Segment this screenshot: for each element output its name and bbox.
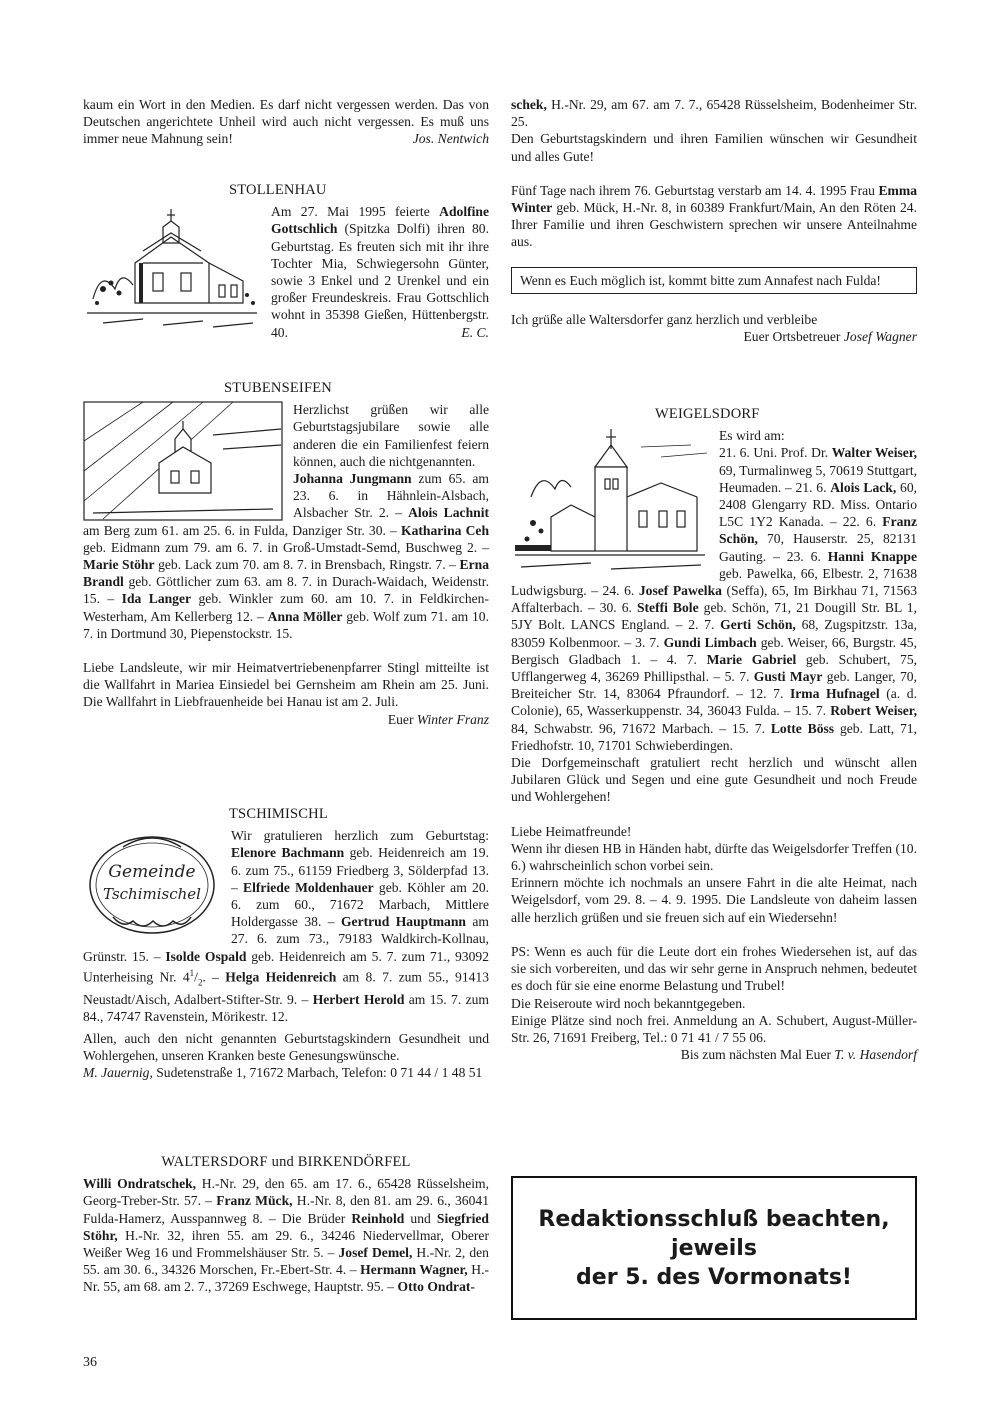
tschimischl-text-4: geb. Heidenreich am 5. 7. zum 71., 93092 Unterheising Nr. 4 [83, 948, 489, 985]
weigelsdorf-text-3: 70, Hauserstr. 25, 82131 Gauting. – 23. 6. [719, 531, 917, 564]
wallfahrt-text: Liebe Landsleute, wir mir Heimatvertriebenenpfarrer Stingl mitteilte ist die Wallfahrt in Mariea Einsiedel bei Gernsheim am Rhein am 25. Juni. Die Wallfahrt in Liebfrauenheide bei Hanau ist am 2. Juli. [83, 660, 489, 710]
hasendorf-prefix: Bis zum nächsten Mal Euer [680, 1047, 835, 1063]
cont-text: H.-Nr. 29, am 67. am 7. 7., 65428 Rüsselsheim, Bodenheimer Str. 25. [511, 97, 917, 130]
weigelsdorf-heading: WEIGELSDORF [655, 406, 760, 422]
stubenseifen-text-1: zum 65. am 23. 6. in Hähnlein-Alsbach, Alsbacher Str. 2. – [293, 471, 489, 521]
stubenseifen-name-7: Anna Möller [267, 608, 343, 624]
tschimischl-name-4: Isolde Ospald [165, 948, 247, 964]
weigelsdorf-name-3: Franz Schön, [719, 514, 917, 547]
wallfahrt-signature: Winter Franz [416, 711, 489, 727]
tschimischl-heading: TSCHIMISCHL [229, 806, 328, 822]
hasendorf-signature: T. v. Hasendorf [834, 1047, 917, 1063]
waltersdorf-text-6: H.-Nr. 55, am 68. am 2. 7., 37269 Eschwege, Hauptstr. 95. – [83, 1262, 489, 1295]
ortsbetreuer-prefix: Euer Ortsbetreuer [743, 329, 844, 345]
tschimischl-text-1: geb. Heidenreich am 19. 6. zum 75., 61159 Friedberg 3, Sölderpfad 13. – [231, 845, 489, 895]
tschimischl-closing: Allen, auch den nicht genannten Geburtstagskindern Gesundheit und Wohlergehen, unseren Kranken beste Genesungswünsche. [83, 1030, 489, 1063]
weigelsdorf-text-6: geb. Schön, 71, 21 Dougill Str. BL 1, 5JY Bolt. LANCS England. – 2. 7. [511, 600, 917, 633]
death-text-1: Fünf Tage nach ihrem 76. Geburtstag verstarb am 14. 4. 1995 Frau [511, 182, 879, 198]
deadline-banner [511, 1176, 917, 1320]
tschimischl-name-6: Herbert Herold [312, 992, 405, 1008]
waltersdorf-name-5: Josef Demel, [338, 1245, 413, 1261]
greeting: Ich grüße alle Waltersdorfer ganz herzlich und verbleibe [511, 311, 818, 327]
weigelsdorf-route: Die Reiseroute wird noch bekanntgegeben. [511, 995, 746, 1011]
banner-line-2: jeweils [671, 1235, 757, 1261]
waltersdorf-name-3: Reinhold [351, 1210, 405, 1226]
weigelsdorf-text-9: geb. Schubert, 75, Ufflangerweg 4, 36269 Phillipsthal. – 5. 7. [511, 651, 918, 685]
tschimischl-text-5: am 8. 7. zum 55., 91413 Neustadt/Aisch, Adalbert-Stifter-Str. 9. – [83, 969, 490, 1008]
stollenhau-name: Adolfine Gottschlich [271, 204, 489, 237]
weigelsdorf-paragraph-2: Erinnern möchte ich nochmals an unsere Fahrt in die alte Heimat, nach Weigelsdorf, vom 29. 8. – 4. 9. 1995. Die Landsleute von daheim lassen alle herzlich grüßen und sie freuen sich auf ein Wiedersehn! [511, 875, 917, 925]
stubenseifen-name-4: Marie Stöhr [83, 557, 155, 573]
tschimischl-text-4b: . – [202, 969, 226, 985]
annafest-box [511, 267, 917, 294]
intro-section [83, 96, 489, 148]
cont-wish: Den Geburtstagskindern und ihren Familien wünschen wir Gesundheit und alles Gute! [511, 131, 917, 164]
weigelsdorf-name-7: Gerti Schön, [720, 617, 796, 633]
waltersdorf-section [83, 1154, 489, 1296]
tschimischl-text-2: geb. Köhler am 20. 6. zum 60., 71672 Marbach, Mittlere Holdergasse 38. – [231, 879, 490, 930]
intro-text: kaum ein Wort in den Medien. Es darf nicht vergessen werden. Das von Deutschen angerichtete Unheil wird auch nicht vergessen. Es muß uns immer neue Mahnung sein! [83, 97, 489, 147]
weigelsdorf-name-4: Hanni Knappe [827, 548, 917, 564]
annafest-text: Wenn es Euch möglich ist, kommt bitte zum Annafest nach Fulda! [520, 272, 881, 288]
cont-name: schek, [511, 97, 547, 112]
stubenseifen-text-2: am Berg zum 61. am 25. 6. in Fulda, Danziger Str. 30. – [83, 522, 402, 538]
weigelsdorf-name-8: Gundi Limbach [663, 634, 757, 650]
fraction-denominator: 2 [197, 977, 203, 988]
banner-line-3: der 5. des Vormonats! [576, 1264, 852, 1290]
stubenseifen-text-5: geb. Göttlicher zum 63. am 8. 7. in Durach-Waidach, Weidenstr. 15. – [83, 574, 489, 607]
weigelsdorf-section [511, 406, 917, 1063]
weigelsdorf-text-11: (a. d. Colonie), 65, Wasserkuppenstr. 34, 36043 Fulda. – 15. 7. [511, 686, 917, 719]
weigelsdorf-text-0: 21. 6. Uni. Prof. Dr. [719, 445, 832, 461]
church-illustration [83, 401, 283, 521]
waltersdorf-text-4: H.-Nr. 32, ihren 55. am 29. 6., 34246 Niedervellmar, Oberer Weißer Weg 16 und Frommelshäuser Str. 5. – [83, 1227, 489, 1261]
waltersdorf-name-7: Otto Ondrat- [397, 1279, 475, 1295]
tschimischl-name-5: Helga Heidenreich [225, 969, 337, 985]
wallfahrt-sig-prefix: Euer [387, 711, 417, 727]
weigelsdorf-name-2: Alois Lack, [830, 479, 897, 495]
tschimischl-name-1: Elenore Bachmann [231, 845, 345, 861]
stamp-line-1: Gemeinde [108, 862, 196, 883]
page-number: 36 [83, 1355, 97, 1370]
stubenseifen-section [83, 380, 489, 728]
stollenhau-text-2: (Spitzka Dolfi) ihren 80. Geburtstag. Es freuten sich mit ihr ihre Tochter Mia, Schwiegersohn Günter, sowie 3 Enkel und 2 Urenkel und ein großer Freundeskreis. Frau Gottschlich wohnt in 35398 Gießen, Hüttenbergstr. 40. [271, 221, 489, 340]
waltersdorf-name-2: Franz Mück, [216, 1193, 293, 1209]
tschimischl-section: TSCHIMISCHL Gemeinde Tschimischel Wir gratulieren herzlich zum Geburtstag: Elenore Bachmann geb. Heidenreich am 19. 6. zum 75., 61159 Friedberg 3, Sölderpfad 13. – Elfriede Moldenhauer geb. Köhler am 20. 6. zum 60., 71672 Marbach, Mittlere Holdergasse 38. – Gertrud Hauptmann am 27. 6. zum 73., 79183 Waldkirch-Kollnau, Grünstr. 15. – Isolde Ospald geb. Heidenreich am 5. 7. zum 71., 93092 Unterheising Nr. $4^1/_2$. – Helga Heidenreich am 8. 7. zum 55., 91413 Neustadt/Aisch, Adalbert-Stifter-Str. 9. – Herbert Herold am 15. 7. zum 84., 74747 Ravenstein, Mörikestr. 12. Allen, auch den nicht genannten Geburtstagskindern Gesundheit und Wohlergehen, unseren Kranken beste Genesungswünsche. M. Jauernig, Sudetenstraße 1, 71672 Marbach, Telefon: 0 71 44 / 1 48 51 [83, 806, 490, 1081]
weigelsdorf-text-12: 84, Schwabstr. 96, 71672 Marbach. – 15. 7. [511, 720, 771, 736]
gemeinde-stamp-illustration [83, 827, 221, 939]
waltersdorf-text-5: H.-Nr. 2, den 55. am 30. 6., 34326 Morschen, Fr.-Ebert-Str. 4. – [83, 1245, 489, 1278]
weigelsdorf-name-10: Gusti Mayr [753, 669, 823, 685]
weigelsdorf-community: Die Dorfgemeinschaft gratuliert recht herzlich und wünscht allen Jubilaren Glück und Segen und eine gute Gesundheit und noch Freude und Wohlergehen! [511, 755, 917, 805]
tschimischl-sig-name: M. Jauernig, [83, 1065, 153, 1081]
weigelsdorf-church-illustration [511, 427, 709, 577]
weigelsdorf-text-10: geb. Langer, 70, Breiteicher Str. 14, 83064 Pfraundorf. – 12. 7. [511, 669, 917, 702]
weigelsdorf-name-12: Robert Weiser, [830, 703, 917, 719]
stamp-line-2: Tschimischel [103, 885, 201, 904]
weigelsdorf-text-13: geb. Latt, 71, Friedhofstr. 10, 71701 Schwieberdingen. [511, 720, 917, 753]
stubenseifen-name-3: Katharina Ceh [401, 522, 490, 538]
weigelsdorf-text-1: 69, Turmalinweg 5, 70619 Stuttgart, Heumaden. – 21. 6. [719, 462, 917, 495]
waltersdorf-name-6: Hermann Wagner, [360, 1262, 468, 1278]
weigelsdorf-name-9: Marie Gabriel [706, 651, 797, 667]
waltersdorf-name-4: Siegfried Stöhr, [83, 1210, 489, 1243]
weigelsdorf-text-7: 68, Zugspitzstr. 13a, 83059 Kolbenmoor. – 3. 7. [511, 617, 917, 650]
waltersdorf-heading: WALTERSDORF und BIRKENDÖRFEL [161, 1154, 411, 1170]
tschimischl-sig-addr: Sudetenstraße 1, 71672 Marbach, Telefon: 0 71 44 / 1 48 51 [152, 1065, 483, 1081]
salutation: Liebe Heimatfreunde! [511, 823, 632, 839]
fraction-numerator: 1 [189, 967, 195, 978]
banner-line-1: Redaktionsschluß beachten, [538, 1206, 890, 1232]
stollenhau-section [83, 182, 489, 341]
weigelsdorf-places: Einige Plätze sind noch frei. Anmeldung an A. Schubert, August-Müller-Str. 26, 71691 Freiberg, Tel.: 0 71 41 / 7 55 06. [511, 1012, 917, 1045]
chapel-illustration [83, 203, 261, 331]
tschimischl-text-6: am 15. 7. zum 84., 74747 Ravenstein, Mörikestr. 12. [83, 992, 489, 1025]
weigelsdorf-text-4: geb. Pawelka, 66, Elbestr. 2, 71638 Ludwigsburg. – 24. 6. [511, 565, 917, 599]
stubenseifen-heading: STUBENSEIFEN [224, 380, 332, 396]
weigelsdorf-name-5: Josef Pawelka [638, 583, 722, 599]
weigelsdorf-name-11: Irma Hufnagel [789, 686, 880, 702]
intro-signature: Jos. Nentwich [412, 131, 489, 147]
weigelsdorf-name-1: Walter Weiser, [831, 445, 917, 461]
stubenseifen-name-6: Ida Langer [121, 591, 192, 607]
weigelsdorf-text-8: geb. Weiser, 66, Burgstr. 45, Bergisch Gladbach 1. – 4. 7. [511, 634, 917, 667]
weigelsdorf-ps: PS: Wenn es auch für die Leute dort ein frohes Wiedersehen ist, auf das sie sich vorbereiten, und das wir sehr gerne in Anspruch nehmen, bedeutet es doch für sie eine enorme Belastung und Trubel! [511, 943, 917, 994]
stollenhau-signature: E. C. [461, 324, 489, 340]
stollenhau-heading: STOLLENHAU [229, 182, 327, 198]
waltersdorf-name-1: Willi Ondratschek, [83, 1176, 197, 1192]
waltersdorf-text-2: H.-Nr. 8, den 81. am 29. 6., 36041 Fulda-Hamerz, Ausspannweg 8. – Die Brüder [83, 1193, 489, 1226]
weigelsdorf-name-6: Steffi Bole [636, 600, 699, 616]
tschimischl-intro: Wir gratulieren herzlich zum Geburtstag: [231, 828, 489, 844]
stubenseifen-text-7: geb. Wolf zum 71. am 10. 7. in Dortmund 30, Piepenstockstr. 15. [83, 608, 489, 641]
death-name: Emma Winter [511, 182, 917, 216]
stubenseifen-name-1: Johanna Jungmann [293, 471, 412, 487]
ortsbetreuer-signature: Josef Wagner [843, 329, 917, 345]
weigelsdorf-intro: Es wird am: [719, 428, 785, 444]
stubenseifen-name-2: Alois Lachnit [408, 505, 489, 521]
weigelsdorf-text-5: (Seffa), 65, Im Birkhau 71, 71563 Affalterbach. – 30. 6. [511, 583, 917, 616]
death-text-2: geb. Mück, H.-Nr. 8, in 60389 Frankfurt/Main, An den Röten 24. Ihrer Familie und ihren Geschwistern sprechen wir unsere Anteilnahme aus. [511, 200, 917, 250]
stubenseifen-text-6: geb. Winkler zum 60. am 10. 7. in Feldkirchen-Westerham, Am Kellerberg 12. – [83, 591, 489, 624]
tschimischl-name-2: Elfriede Moldenhauer [243, 879, 374, 895]
weigelsdorf-name-13: Lotte Böss [770, 720, 835, 736]
waltersdorf-text-1: H.-Nr. 29, den 65. am 17. 6., 65428 Rüsselsheim, Georg-Treber-Str. 57. – [83, 1176, 490, 1209]
weigelsdorf-text-2: 60, 2408 Glengarry RD. Miss. Ontario L5C 1Y2 Kanada. – 22. 6. [719, 479, 918, 530]
tschimischl-name-3: Gertrud Hauptmann [340, 914, 466, 930]
stollenhau-text: Am 27. Mai 1995 feierte [271, 204, 440, 220]
stubenseifen-name-5: Erna Brandl [83, 557, 489, 590]
stubenseifen-intro: Herzlichst grüßen wir alle Geburtstagsjubilare sowie alle anderen die ein Familienfest feiern können, auch die nichtgenannten. [293, 402, 489, 469]
waltersdorf-text-3: und [404, 1210, 437, 1226]
waltersdorf-continued [511, 96, 917, 345]
stubenseifen-text-4: geb. Lack zum 70. am 8. 7. in Brensbach, Ringstr. 7. – [154, 557, 460, 573]
tschimischl-text-3: am 27. 6. zum 73., 79183 Waldkirch-Kollnau, Grünstr. 15. – [83, 914, 489, 964]
stubenseifen-text-3: geb. Eidmann zum 79. am 6. 7. in Groß-Umstadt-Semd, Buschweg 2. – [83, 539, 489, 555]
weigelsdorf-paragraph-1: Wenn ihr diesen HB in Händen habt, dürfte das Weigelsdorfer Treffen (10. 6.) wahrscheinlich schon vorbei sein. [511, 840, 917, 874]
